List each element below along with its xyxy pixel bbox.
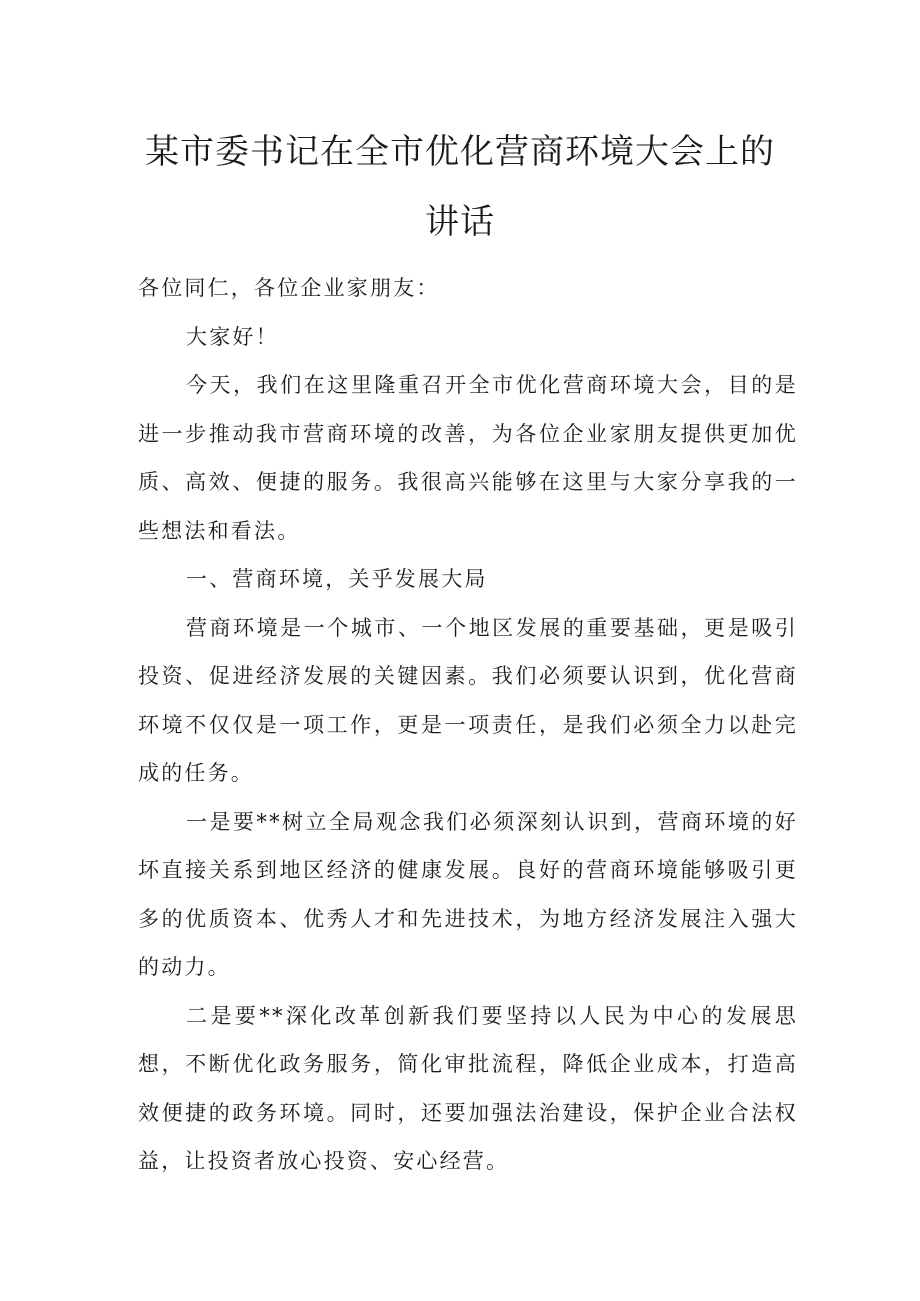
paragraph-section-1: 营商环境是一个城市、一个地区发展的重要基础，更是吸引投资、促进经济发展的关键因素。我们必须要认识到，优化营商环境不仅仅是一项工作，更是一项责任，是我们必须全力以赴完成的任务。 xyxy=(138,615,798,785)
section-heading-1: 一、营商环境，关乎发展大局 xyxy=(186,567,488,591)
salutation: 各位同仁，各位企业家朋友： xyxy=(138,276,440,300)
document-title-line-2: 讲话 xyxy=(425,202,495,242)
paragraph-point-2: 二是要**深化改革创新我们要坚持以人民为中心的发展思想，不断优化政务服务，简化审批流程，降低企业成本，打造高效便捷的政务环境。同时，还要加强法治建设，保护企业合法权益，让投资者放心投资、安心经营。 xyxy=(138,1003,798,1173)
document-title-line-1: 某市委书记在全市优化营商环境大会上的 xyxy=(145,132,775,172)
document-body xyxy=(138,264,798,1186)
greeting: 大家好！ xyxy=(186,324,279,349)
paragraph-point-1: 一是要**树立全局观念我们必须深刻认识到，营商环境的好坏直接关系到地区经济的健康发展。良好的营商环境能够吸引更多的优质资本、优秀人才和先进技术，为地方经济发展注入强大的动力。 xyxy=(138,809,798,979)
paragraph-intro: 今天，我们在这里隆重召开全市优化营商环境大会，目的是进一步推动我市营商环境的改善，为各位企业家朋友提供更加优质、高效、便捷的服务。我很高兴能够在这里与大家分享我的一些想法和看法。 xyxy=(138,373,798,543)
